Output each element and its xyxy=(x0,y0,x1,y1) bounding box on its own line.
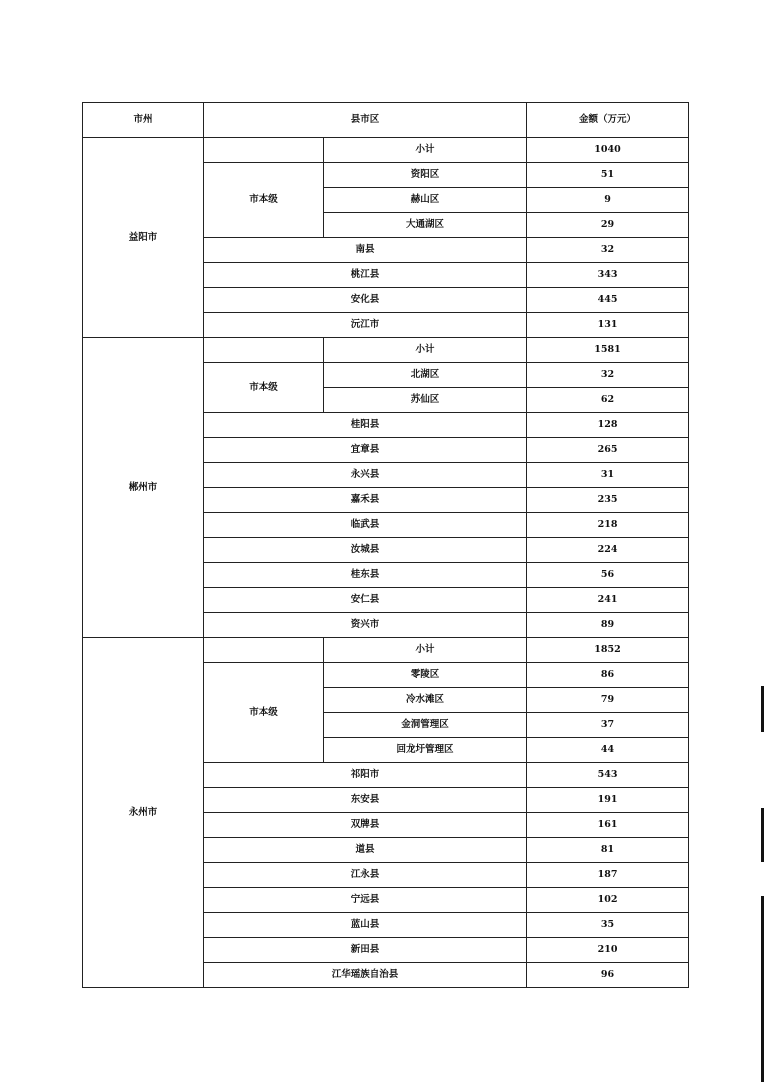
scan-edge-mark xyxy=(761,686,764,732)
district-name-cell: 北湖区 xyxy=(324,363,527,388)
county-name-cell: 南县 xyxy=(204,238,527,263)
county-amount-cell: 265 xyxy=(527,438,689,463)
county-name-cell: 安仁县 xyxy=(204,588,527,613)
subtotal-blank-cell xyxy=(204,138,324,163)
county-amount-cell: 35 xyxy=(527,913,689,938)
district-name-cell: 零陵区 xyxy=(324,663,527,688)
county-amount-cell: 241 xyxy=(527,588,689,613)
county-name-cell: 东安县 xyxy=(204,788,527,813)
county-amount-cell: 191 xyxy=(527,788,689,813)
city-name-cell: 郴州市 xyxy=(83,338,204,638)
county-amount-cell: 218 xyxy=(527,513,689,538)
subtotal-amount-cell: 1852 xyxy=(527,638,689,663)
county-name-cell: 嘉禾县 xyxy=(204,488,527,513)
county-name-cell: 汝城县 xyxy=(204,538,527,563)
county-amount-cell: 445 xyxy=(527,288,689,313)
district-name-cell: 赫山区 xyxy=(324,188,527,213)
county-name-cell: 蓝山县 xyxy=(204,913,527,938)
subtotal-row xyxy=(83,338,689,363)
district-amount-cell: 62 xyxy=(527,388,689,413)
county-name-cell: 新田县 xyxy=(204,938,527,963)
subtotal-blank-cell xyxy=(204,638,324,663)
county-name-cell: 安化县 xyxy=(204,288,527,313)
city-name-cell: 永州市 xyxy=(83,638,204,988)
county-amount-cell: 81 xyxy=(527,838,689,863)
subtotal-row xyxy=(83,638,689,663)
county-name-cell: 桂东县 xyxy=(204,563,527,588)
county-name-cell: 资兴市 xyxy=(204,613,527,638)
city-level-label-cell: 市本级 xyxy=(204,663,324,763)
scan-edge-mark xyxy=(761,896,764,1082)
county-name-cell: 江永县 xyxy=(204,863,527,888)
county-amount-cell: 96 xyxy=(527,963,689,988)
subtotal-label-cell: 小计 xyxy=(324,138,527,163)
county-name-cell: 临武县 xyxy=(204,513,527,538)
header-amount: 金额（万元） xyxy=(527,103,689,138)
header-row xyxy=(83,103,689,138)
subtotal-label-cell: 小计 xyxy=(324,638,527,663)
district-name-cell: 冷水滩区 xyxy=(324,688,527,713)
district-amount-cell: 44 xyxy=(527,738,689,763)
county-amount-cell: 131 xyxy=(527,313,689,338)
district-amount-cell: 32 xyxy=(527,363,689,388)
scan-edge-mark xyxy=(761,808,764,862)
county-amount-cell: 56 xyxy=(527,563,689,588)
county-name-cell: 桂阳县 xyxy=(204,413,527,438)
table-body xyxy=(83,103,689,988)
subtotal-amount-cell: 1581 xyxy=(527,338,689,363)
county-name-cell: 宜章县 xyxy=(204,438,527,463)
county-amount-cell: 187 xyxy=(527,863,689,888)
county-amount-cell: 210 xyxy=(527,938,689,963)
district-name-cell: 苏仙区 xyxy=(324,388,527,413)
county-amount-cell: 224 xyxy=(527,538,689,563)
funding-table xyxy=(82,102,689,988)
city-level-label-cell: 市本级 xyxy=(204,363,324,413)
county-amount-cell: 543 xyxy=(527,763,689,788)
county-name-cell: 江华瑶族自治县 xyxy=(204,963,527,988)
subtotal-row xyxy=(83,138,689,163)
district-amount-cell: 29 xyxy=(527,213,689,238)
district-amount-cell: 9 xyxy=(527,188,689,213)
subtotal-amount-cell: 1040 xyxy=(527,138,689,163)
county-name-cell: 沅江市 xyxy=(204,313,527,338)
header-city: 市州 xyxy=(83,103,204,138)
county-amount-cell: 31 xyxy=(527,463,689,488)
city-level-label-cell: 市本级 xyxy=(204,163,324,238)
subtotal-blank-cell xyxy=(204,338,324,363)
county-name-cell: 宁远县 xyxy=(204,888,527,913)
county-amount-cell: 343 xyxy=(527,263,689,288)
district-name-cell: 回龙圩管理区 xyxy=(324,738,527,763)
county-amount-cell: 32 xyxy=(527,238,689,263)
subtotal-label-cell: 小计 xyxy=(324,338,527,363)
county-amount-cell: 89 xyxy=(527,613,689,638)
district-name-cell: 资阳区 xyxy=(324,163,527,188)
header-county: 县市区 xyxy=(204,103,527,138)
county-amount-cell: 235 xyxy=(527,488,689,513)
county-name-cell: 桃江县 xyxy=(204,263,527,288)
county-name-cell: 永兴县 xyxy=(204,463,527,488)
county-name-cell: 双牌县 xyxy=(204,813,527,838)
city-name-cell: 益阳市 xyxy=(83,138,204,338)
district-amount-cell: 86 xyxy=(527,663,689,688)
county-name-cell: 道县 xyxy=(204,838,527,863)
county-amount-cell: 128 xyxy=(527,413,689,438)
district-amount-cell: 79 xyxy=(527,688,689,713)
district-name-cell: 大通湖区 xyxy=(324,213,527,238)
district-amount-cell: 37 xyxy=(527,713,689,738)
district-amount-cell: 51 xyxy=(527,163,689,188)
county-amount-cell: 102 xyxy=(527,888,689,913)
county-name-cell: 祁阳市 xyxy=(204,763,527,788)
district-name-cell: 金洞管理区 xyxy=(324,713,527,738)
county-amount-cell: 161 xyxy=(527,813,689,838)
